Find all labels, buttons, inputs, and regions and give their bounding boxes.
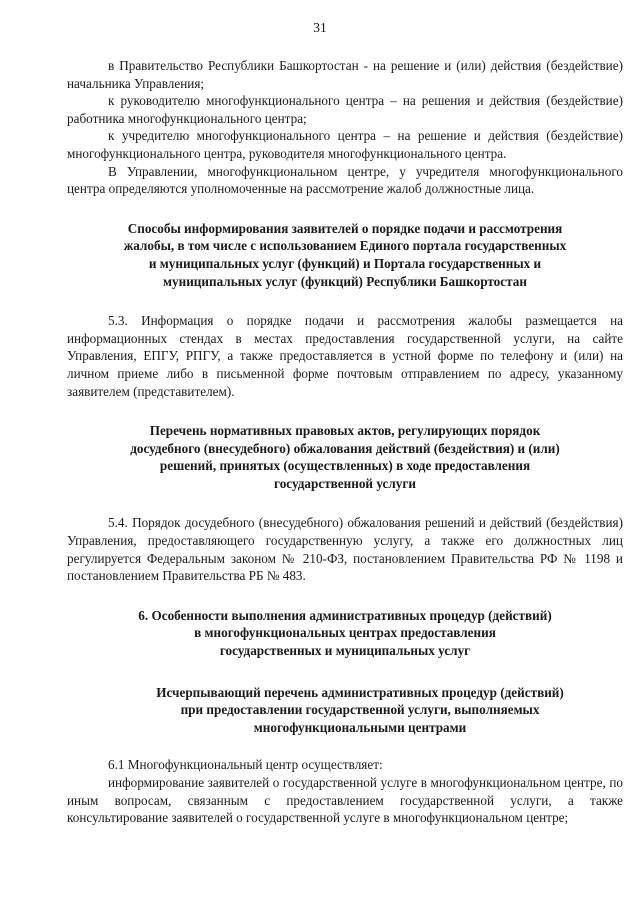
heading-line: в многофункциональных центрах предоставления (194, 625, 496, 641)
paragraph-mfc-founder-complaint: к учредителю многофункционального центра – на решение и действия (бездействие) многофункционального центра, руководителя многофункционального центра. (67, 128, 623, 161)
heading-line: при предоставлении государственной услуги, выполняемых (180, 702, 540, 718)
paragraph-government-complaint: в Правительство Республики Башкортостан - на решение и (или) действия (бездействие) начальника Управления; (67, 58, 623, 91)
paragraph-mfc-head-complaint: к руководителю многофункционального центра – на решения и действия (бездействие) работника многофункционального центра; (67, 93, 623, 126)
heading-informing-methods (67, 220, 623, 290)
paragraph-5-4: 5.4. Порядок досудебного (внесудебного) обжалования решений и действий (бездействия) Управления, предоставляющего государственную услугу, а также его должностных лиц регулируется Федеральным законом № 210-ФЗ, постановлением Правительства РФ № 1198 и постановлением Правительства РБ № 483. (67, 515, 623, 584)
heading-line: Перечень нормативных правовых актов, регулирующих порядок (149, 423, 541, 439)
heading-procedures-list (67, 684, 623, 737)
document-body (67, 57, 623, 827)
heading-line: многофункциональными центрами (253, 719, 467, 735)
mfc-functions-section (67, 756, 623, 826)
heading-line: Исчерпывающий перечень административных процедур (действий) (156, 684, 564, 700)
heading-line: и муниципальных услуг (функций) и Портала государственных и (148, 255, 542, 271)
heading-line: государственных и муниципальных услуг (219, 643, 471, 659)
paragraph-authorized-officials: В Управлении, многофункциональном центре, у учредителя многофункционального центра определяются уполномоченные на рассмотрение жалоб должностные лица. (67, 163, 623, 197)
heading-line: Способы информирования заявителей о порядке подачи и рассмотрения (127, 220, 563, 236)
heading-line: муниципальных услуг (функций) Республики Башкортостан (163, 273, 527, 289)
page-number: 31 (313, 20, 327, 35)
heading-section-6 (67, 607, 623, 660)
heading-line: жалобы, в том числе с использованием Единого портала государственных (123, 238, 567, 254)
heading-legal-acts (67, 422, 623, 492)
paragraph-6-1: 6.1 Многофункциональный центр осуществляет: (108, 757, 383, 773)
paragraph-informing-applicants: информирование заявителей о государственной услуге в многофункциональном центре, по иным вопросам, связанным с предоставлением государственной услуги, а также консультирование заявителей о государственной услуге в многофункциональном центре; (67, 775, 623, 826)
paragraph-5-3: 5.3. Информация о порядке подачи и рассмотрения жалобы размещается на информационных стендах в местах предоставления государственной услуги, на сайте Управления, ЕПГУ, РПГУ, а также предоставляется в устной форме по телефону и (или) на личном приеме либо в письменной форме почтовым отправлением по адресу, указанному заявителем (представителем). (67, 313, 623, 399)
complaint-recipients-section (67, 57, 623, 198)
heading-line: решений, принятых (осуществленных) в ходе предоставления (159, 458, 531, 474)
heading-line: государственной услуги (274, 475, 416, 491)
heading-line: 6. Особенности выполнения административных процедур (действий) (138, 607, 552, 623)
heading-line: досудебного (внесудебного) обжалования действий (бездействия) и (или) (130, 440, 560, 456)
